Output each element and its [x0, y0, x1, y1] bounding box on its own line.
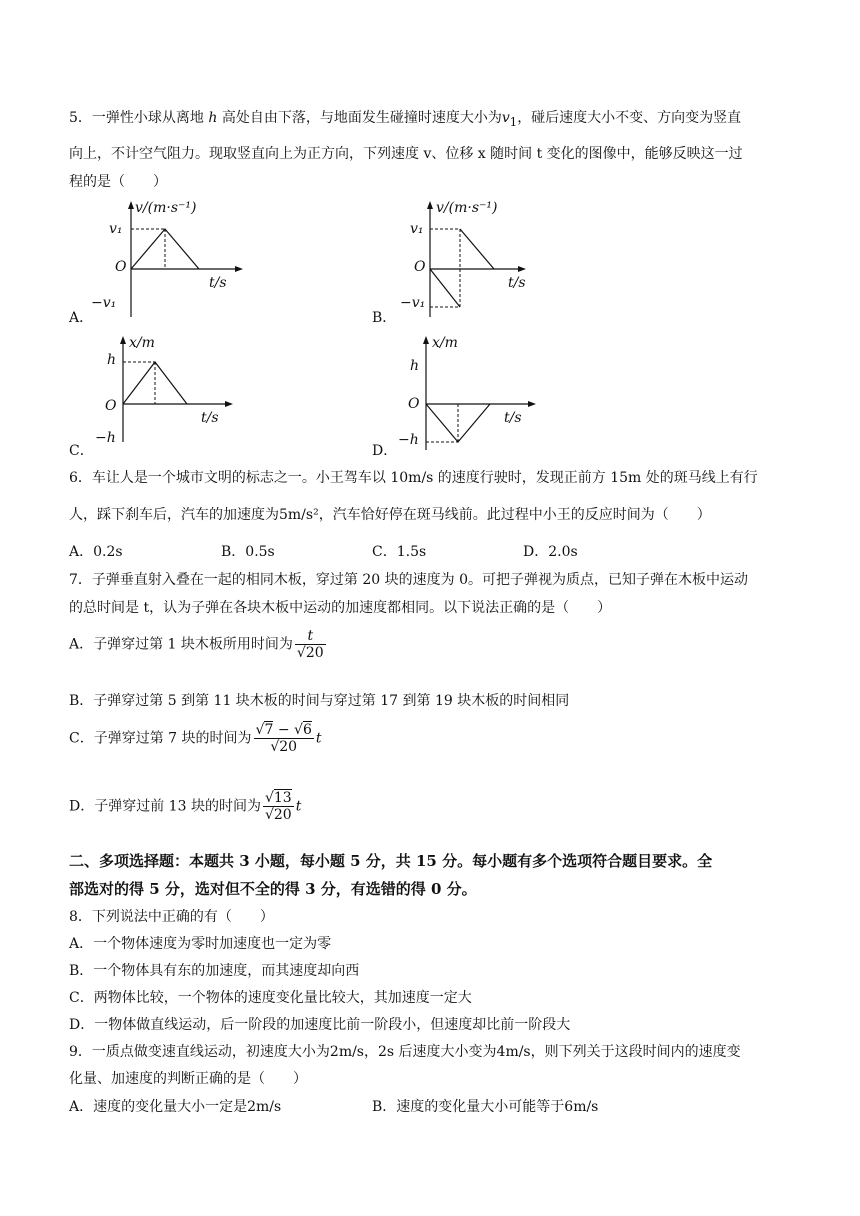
- option-b-label: B．: [372, 310, 397, 326]
- graph-b: [372, 195, 652, 325]
- section2-heading-line1: 二、多项选择题：本题共 3 小题，每小题 5 分，共 15 分。每小题有多个选项符合题目要求。全: [69, 852, 713, 870]
- graph-d-origin: O: [408, 396, 420, 412]
- graph-c-xlabel: t/s: [201, 410, 219, 426]
- graph-a-bottom: −v₁: [91, 295, 117, 311]
- graph-c-origin: O: [105, 398, 117, 414]
- section2-heading-line2: 部选对的得 5 分，选对但不全的得 3 分，有选错的得 0 分。: [69, 880, 477, 898]
- q5-line1: 5．一弹性小球从离地 h 高处自由下落，与地面发生碰撞时速度大小为$v_1$，碰后速度大小不变、方向变为竖直: [69, 110, 742, 129]
- graph-a-top: v₁: [109, 221, 123, 237]
- q6-line1: 6．车让人是一个城市文明的标志之一。小王驾车以 10m/s 的速度行驶时，发现正前方 15m 处的斑马线上有行: [69, 470, 758, 486]
- graph-b-origin: O: [414, 259, 426, 275]
- q8-option-c: C．两物体比较，一个物体的速度变化量比较大，其加速度一定大: [69, 990, 472, 1006]
- graph-d: [372, 330, 652, 460]
- graph-a-ylabel: v/(m·s⁻¹): [135, 200, 197, 216]
- graph-d-bottom: −h: [398, 432, 419, 448]
- q9-line2: 化量、加速度的判断正确的是（ ）: [69, 1071, 307, 1087]
- option-a-label: A．: [69, 310, 94, 326]
- graph-d-ylabel: x/m: [432, 335, 458, 351]
- graph-c-bottom: −h: [95, 430, 116, 446]
- graph-d-xlabel: t/s: [504, 410, 522, 426]
- graph-a: [69, 195, 349, 325]
- q9-option-b: B．速度的变化量大小可能等于6m/s: [372, 1099, 599, 1115]
- q5-line2: 向上，不计空气阻力。现取竖直向上为正方向，下列速度 v、位移 x 随时间 t 变化的图像中，能够反映这一过: [69, 146, 743, 162]
- q7-option-c: C．子弹穿过第 7 块的时间为 $\frac{√7 - √6}{√20}$ t: [69, 722, 322, 755]
- q5-line3: 程的是（ ）: [69, 174, 167, 190]
- graph-d-top: h: [410, 358, 420, 374]
- graph-c-ylabel: x/m: [129, 335, 155, 351]
- graph-a-origin: O: [115, 259, 127, 275]
- graph-b-bottom: −v₁: [400, 295, 426, 311]
- graph-b-xlabel: t/s: [508, 275, 526, 291]
- q9-option-a: A．速度的变化量大小一定是2m/s: [69, 1099, 282, 1115]
- q7-option-d: D．子弹穿过前 13 块的时间为 $\frac{√13}{√20}$ t: [69, 790, 302, 823]
- q7-line1: 7．子弹垂直射入叠在一起的相同木板，穿过第 20 块的速度为 0。可把子弹视为质点，已知子弹在木板中运动: [69, 572, 748, 588]
- graph-b-ylabel: v/(m·s⁻¹): [436, 200, 498, 216]
- q7-option-b: B．子弹穿过第 5 到第 11 块木板的时间与穿过第 17 到第 19 块木板的时间相同: [69, 693, 570, 709]
- q8-option-d: D．一物体做直线运动，后一阶段的加速度比前一阶段小，但速度却比前一阶段大: [69, 1017, 571, 1033]
- graph-c-top: h: [107, 352, 117, 368]
- graph-b-top: v₁: [410, 221, 424, 237]
- option-c-label: C．: [69, 443, 94, 459]
- q8-stem: 8．下列说法中正确的有（ ）: [69, 909, 274, 925]
- q6-option-c: C．1.5s: [372, 544, 427, 560]
- option-d-label: D．: [372, 443, 398, 459]
- q7-option-a: A．子弹穿过第 1 块木板所用时间为 $\frac{t}{√20}$: [69, 628, 324, 661]
- q7-line2: 的总时间是 t，认为子弹在各块木板中运动的加速度都相同。以下说法正确的是（ ）: [69, 600, 612, 616]
- q6-line2: 人，踩下刹车后，汽车的加速度为5m/s²，汽车恰好停在斑马线前。此过程中小王的反应时间为（ ）: [69, 507, 711, 523]
- q8-option-b: B．一个物体具有东的加速度，而其速度却向西: [69, 963, 360, 979]
- q8-option-a: A．一个物体速度为零时加速度也一定为零: [69, 936, 332, 952]
- q9-line1: 9．一质点做变速直线运动，初速度大小为2m/s，2s 后速度大小变为4m/s，则下列关于这段时间内的速度变: [69, 1044, 741, 1060]
- graph-a-xlabel: t/s: [209, 275, 227, 291]
- q6-option-a: A．0.2s: [69, 544, 123, 560]
- q6-option-b: B．0.5s: [221, 544, 275, 560]
- q6-option-d: D．2.0s: [523, 544, 578, 560]
- graph-c: [69, 330, 349, 460]
